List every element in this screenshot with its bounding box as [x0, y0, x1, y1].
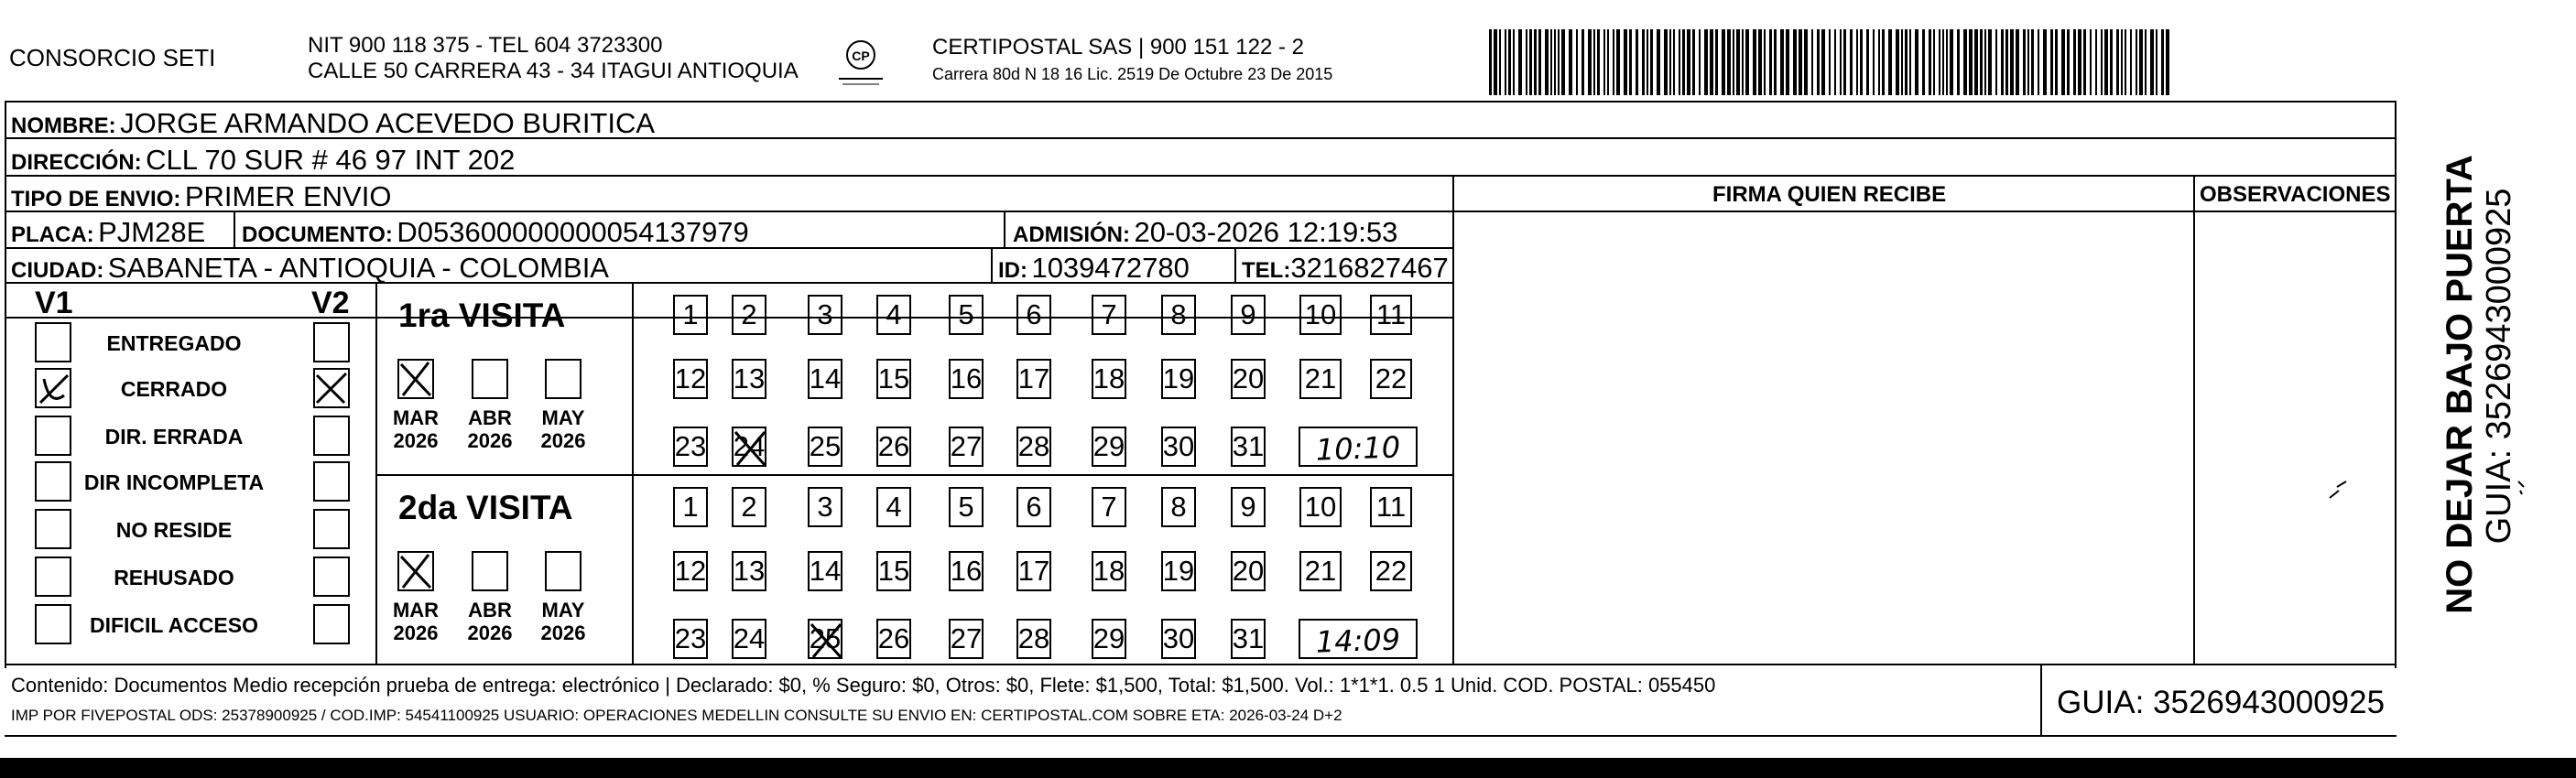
id-label: ID: [998, 258, 1027, 283]
nombre-label: NOMBRE: [11, 113, 116, 138]
certipostal-name: CERTIPOSTAL SAS | 900 151 122 - 2 [932, 35, 1304, 59]
company-address: CALLE 50 CARRERA 43 - 34 ITAGUI ANTIOQUIA [308, 59, 799, 83]
day-cell[interactable]: 13 [732, 551, 766, 591]
day-cell[interactable]: 10 [1299, 487, 1342, 527]
v1-checkbox[interactable] [35, 368, 71, 408]
certipostal-logo-icon [835, 37, 886, 92]
nit-tel: NIT 900 118 375 - TEL 604 3723300 [308, 33, 663, 58]
day-cell[interactable]: 16 [949, 359, 984, 399]
day-cell[interactable]: 23 [673, 427, 708, 467]
v1-checkbox[interactable] [35, 461, 71, 502]
day-cell[interactable]: 17 [1016, 551, 1051, 591]
day-cell[interactable]: 18 [1092, 359, 1126, 399]
month-checkbox[interactable] [397, 359, 434, 399]
day-cell[interactable]: 20 [1231, 359, 1266, 399]
day-cell[interactable]: 27 [949, 619, 984, 659]
day-cell[interactable]: 27 [949, 427, 984, 467]
direccion-value: CLL 70 SUR # 46 97 INT 202 [146, 144, 516, 176]
day-cell[interactable]: 24 [732, 427, 766, 467]
placa-value: PJM28E [98, 216, 206, 248]
v1-label: V1 [35, 286, 73, 320]
day-cell[interactable]: 28 [1016, 427, 1051, 467]
day-cell[interactable]: 24 [732, 619, 766, 659]
day-cell[interactable]: 5 [949, 487, 984, 527]
day-cell[interactable]: 31 [1231, 427, 1266, 467]
barcode [1489, 29, 2176, 95]
status-option-label: DIR. ERRADA [104, 425, 244, 448]
day-cell[interactable]: 10 [1299, 295, 1342, 335]
day-cell[interactable]: 1 [673, 295, 708, 335]
month-checkbox[interactable] [472, 551, 508, 591]
status-option-label: ENTREGADO [106, 331, 242, 355]
month-checkbox[interactable] [397, 551, 434, 591]
day-cell[interactable]: 6 [1016, 487, 1051, 527]
ciudad-label: CIUDAD: [11, 258, 104, 283]
tipo-envio-label: TIPO DE ENVIO: [11, 187, 181, 211]
documento-label: DOCUMENTO: [242, 222, 393, 247]
day-cell[interactable]: 13 [732, 359, 766, 399]
contenido-text: Contenido: Documentos Medio recepción prueba de entrega: electrónico | Declarado: $0, % Seguro: $0, Otros: $0, Flete: $1,500, Total: $1,500. Vol.: 1*1*1. 0.5 1 Unid. COD. POSTAL: 055450 [11, 674, 1716, 697]
no-dejar-warning: NO DEJAR BAJO PUERTA [2440, 155, 2480, 614]
day-cell[interactable]: 23 [673, 619, 708, 659]
imp-text: IMP POR FIVEPOSTAL ODS: 25378900925 / COD.IMP: 54541100925 USUARIO: OPERACIONES MEDELLIN CONSULTE SU ENVIO EN: CERTIPOSTAL.COM SOBRE ETA: 2026-03-24 D+2 [11, 707, 1342, 724]
day-cell[interactable]: 2 [732, 487, 766, 527]
day-cell[interactable]: 22 [1370, 359, 1412, 399]
handwritten-time: 10:10 [1315, 429, 1401, 468]
day-cell[interactable]: 31 [1231, 619, 1266, 659]
v1-checkbox[interactable] [35, 322, 71, 362]
day-cell[interactable]: 26 [876, 619, 911, 659]
day-cell[interactable]: 5 [949, 295, 984, 335]
v2-checkbox[interactable] [313, 461, 350, 502]
month-checkbox[interactable] [472, 359, 508, 399]
day-cell[interactable]: 14 [808, 359, 842, 399]
id-value: 1039472780 [1031, 252, 1190, 284]
day-cell[interactable]: 25 [808, 427, 842, 467]
day-cell[interactable]: 29 [1092, 619, 1126, 659]
day-cell[interactable]: 8 [1161, 487, 1196, 527]
day-cell[interactable]: 9 [1231, 295, 1266, 335]
day-cell[interactable]: 9 [1231, 487, 1266, 527]
day-cell[interactable]: 25 [808, 619, 842, 659]
day-cell[interactable]: 3 [808, 295, 842, 335]
day-cell[interactable]: 26 [876, 427, 911, 467]
day-cell[interactable]: 15 [876, 359, 911, 399]
handwritten-time-box [1299, 619, 1418, 659]
tipo-envio-value: PRIMER ENVIO [184, 180, 392, 212]
day-cell[interactable]: 11 [1370, 487, 1412, 527]
visit-title: 1ra VISITA [398, 297, 566, 334]
footer-guia: GUIA: 3526943000925 [2057, 685, 2386, 720]
day-cell[interactable]: 16 [949, 551, 984, 591]
day-cell[interactable]: 15 [876, 551, 911, 591]
day-cell[interactable]: 22 [1370, 551, 1412, 591]
day-cell[interactable]: 20 [1231, 551, 1266, 591]
month-checkbox[interactable] [545, 551, 582, 591]
day-cell[interactable]: 19 [1161, 551, 1196, 591]
v2-checkbox[interactable] [313, 556, 350, 597]
day-cell[interactable]: 29 [1092, 427, 1126, 467]
month-label: MAY 2026 [540, 406, 586, 453]
svg-text:CP: CP [852, 49, 870, 63]
day-cell[interactable]: 6 [1016, 295, 1051, 335]
direccion-label: DIRECCIÓN: [11, 150, 142, 175]
v1-checkbox[interactable] [35, 416, 71, 456]
placa-label: PLACA: [11, 222, 94, 247]
day-cell[interactable]: 3 [808, 487, 842, 527]
handwritten-time: 14:09 [1315, 621, 1401, 660]
month-checkbox[interactable] [545, 359, 582, 399]
status-option-label: DIFICIL ACCESO [89, 613, 259, 637]
handwritten-time-box [1299, 427, 1418, 467]
day-cell[interactable]: 7 [1092, 295, 1126, 335]
v2-checkbox[interactable] [313, 509, 350, 549]
day-cell[interactable]: 1 [673, 487, 708, 527]
day-cell[interactable]: 19 [1161, 359, 1196, 399]
day-cell[interactable]: 7 [1092, 487, 1126, 527]
day-cell[interactable]: 4 [876, 487, 911, 527]
day-cell[interactable]: 14 [808, 551, 842, 591]
tel-value: 3216827467 [1290, 252, 1449, 284]
month-label: MAR 2026 [392, 599, 440, 645]
v2-checkbox[interactable] [313, 416, 350, 456]
v2-checkbox[interactable] [313, 322, 350, 362]
month-label: ABR 2026 [467, 599, 513, 645]
observaciones-label: OBSERVACIONES [2200, 182, 2391, 207]
status-option-label: DIR INCOMPLETA [83, 470, 265, 494]
signature-mark [2326, 478, 2353, 505]
firma-label: FIRMA QUIEN RECIBE [1712, 182, 1947, 207]
admision-label: ADMISIÓN: [1013, 222, 1130, 247]
v2-label: V2 [311, 286, 350, 320]
month-label: ABR 2026 [467, 406, 513, 453]
v1-checkbox[interactable] [35, 604, 71, 644]
documento-value: D053600000000054137979 [397, 216, 749, 248]
admision-value: 20-03-2026 12:19:53 [1134, 216, 1398, 248]
visit-title: 2da VISITA [398, 489, 573, 526]
day-cell[interactable]: 12 [673, 359, 708, 399]
day-cell[interactable]: 11 [1370, 295, 1412, 335]
day-cell[interactable]: 17 [1016, 359, 1051, 399]
day-cell[interactable]: 21 [1299, 359, 1342, 399]
v2-checkbox[interactable] [313, 368, 350, 408]
v1-checkbox[interactable] [35, 556, 71, 597]
day-cell[interactable]: 30 [1161, 619, 1196, 659]
month-label: MAY 2026 [540, 599, 586, 645]
day-cell[interactable]: 12 [673, 551, 708, 591]
nombre-value: JORGE ARMANDO ACEVEDO BURITICA [120, 107, 656, 139]
day-cell[interactable]: 21 [1299, 551, 1342, 591]
day-cell[interactable]: 28 [1016, 619, 1051, 659]
day-cell[interactable]: 2 [732, 295, 766, 335]
day-cell[interactable]: 8 [1161, 295, 1196, 335]
day-cell[interactable]: 18 [1092, 551, 1126, 591]
status-option-label: REHUSADO [114, 566, 234, 589]
status-option-label: CERRADO [120, 377, 228, 401]
company-name: CONSORCIO SETI [9, 44, 216, 71]
day-cell[interactable]: 30 [1161, 427, 1196, 467]
tel-label: TEL: [1242, 258, 1291, 283]
day-cell[interactable]: 4 [876, 295, 911, 335]
v2-checkbox[interactable] [313, 604, 350, 644]
v1-checkbox[interactable] [35, 509, 71, 549]
month-label: MAR 2026 [392, 406, 440, 453]
side-guia: GUIA: 3526943000925 [2480, 188, 2518, 545]
status-option-label: NO RESIDE [115, 518, 233, 542]
certipostal-license: Carrera 80d N 18 16 Lic. 2519 De Octubre 23 De 2015 [932, 65, 1333, 83]
ciudad-value: SABANETA - ANTIOQUIA - COLOMBIA [107, 252, 609, 284]
